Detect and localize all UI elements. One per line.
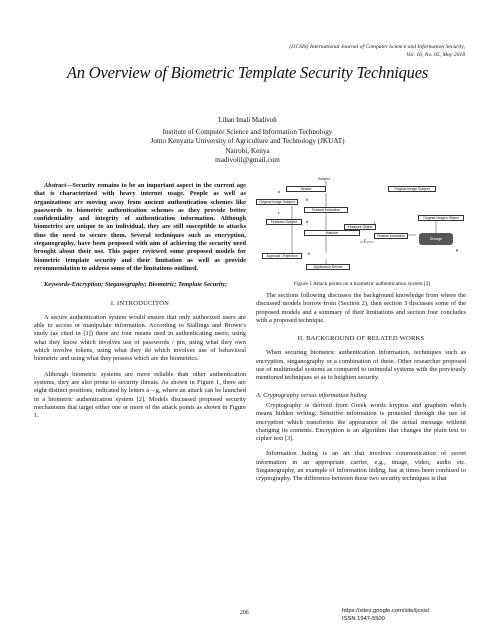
crypto-paragraph-2: Information hiding is an art that involves communication of secret information in an appropriate carrier, e.g., image, video, audio etc. Steganography, an example of information hiding, has at times been confused to cryptography. The difference between these two security techniques is that	[256, 450, 466, 483]
keywords: Keywords-Encryption; Steganography; Biometric; Template Security;	[44, 281, 228, 289]
attack-point-g: g	[456, 247, 459, 252]
journal-header	[165, 44, 465, 59]
crypto-paragraph-1: Cryptography is derived from Greek words kryptos and graphein which means hidden writing. Sensitive information is protected through the use of encryption which transforms the appearance of the actual message without changing its contents. Encryption is an algorithm that changes the plain text to cipher text [3].	[256, 401, 466, 443]
crypto-subheading: A. Cryptography versus information hiding	[256, 391, 367, 399]
figure-application-device-box: Application Device	[306, 264, 350, 270]
figure-matcher-box: Matcher	[304, 230, 360, 236]
figure-subject-label: Subject	[318, 177, 330, 181]
intro-heading: I. INTRODUCITON	[110, 299, 170, 307]
author-location: Nairobi, Kenya	[225, 146, 270, 155]
author-block	[0, 116, 495, 165]
affiliation-2: Jomo Kenyatta University of Agriculture and Technology (JKUAT)	[150, 137, 345, 146]
figure-original-image-subject-box: Original Image Subject	[256, 199, 298, 205]
abstract-lead: Abstract	[44, 182, 67, 189]
attack-point-d: d	[306, 219, 309, 224]
affiliation-1: Institute of Computer Science and Information Technology	[162, 128, 333, 137]
attack-point-h: h	[308, 251, 311, 256]
abstract	[34, 182, 246, 273]
background-paragraph: When securing biometric authentication information, techniques such as encryption, steganography or a combination of these. Other researcher proposed use of multimodal systems as compared to unimodal systems with the previously mentioned techniques so as to heighten security.	[256, 349, 466, 382]
figure-features-subject-box: Features Subject	[266, 219, 302, 225]
intro-paragraph-1: A secure authentication system would ensure that only authorized users are able to access or manipulate information. According to Stallings and Brown’s study (as cited in [1]) there are four means used in authenticating users; using what they know which involves use of passwords / pin, using what they own which involve tokens, using what they do which involves use of behavioral biometric and using what they possess which are the biometrics.	[34, 313, 246, 363]
intro-paragraph-2: Although biometric systems are more reliable than other authentication systems, they are also prone to security threats. As shown in Figure 1, there are eight distinct positions, indicated by letters a – g, where an attack can be launched in a biometric authentication system [2]. Models discussed proposed security mechanisms that target either one or more of the attack points as shown in Figure 1.	[34, 370, 246, 420]
attack-point-f: f	[374, 220, 376, 225]
sections-overview-paragraph: The sections following discusses the background knowledge from where the discussed models borrow from (Section 2), then section 3 discusses some of the proposed models and a summary of their limitations and section four concludes with a proposed technique.	[256, 292, 466, 324]
author-email: madivolil@gmail.com	[215, 155, 280, 164]
journal-url[interactable]: https://sites.google.com/site/ijcsis/	[342, 608, 430, 614]
background-heading: II. BACKGROUND OF RELATED WORKS	[297, 335, 425, 343]
figure-sensor-box: Sensor	[286, 186, 326, 192]
abstract-text: —Security remains to be an important aspect in the current age that is characterized with heavy internet usage. People as well as organizations are moving away from ancient authentication schemes like passwords to biometric authentication schemes as they provide better confidentiality and integrity of authentication information. Although biometrics are unique to an individual, they are still susceptible to attacks thus the need to secure them. Several techniques such as encryption, steganography, have been proposed with aim of achieving the security need brought about their use. This paper reviewed some proposed models for biometric template security and their limitation as well as provide recommendation to address some of the limitations outlined.	[34, 182, 246, 272]
left-column	[34, 182, 246, 420]
figure-feature-extraction-box: Feature extraction	[304, 207, 348, 213]
attack-point-c: c	[278, 210, 281, 215]
paper-title: An Overview of Biometric Template Security Techniques	[66, 63, 429, 82]
journal-line-1: (IJCSIS) International Journal of Computer Science and Information Security,	[289, 44, 465, 50]
figure-storage: Storage	[419, 233, 453, 245]
figure-attack-points	[256, 177, 468, 277]
figure-caption: Figure 1 Attack points on a biometric authentication system [2]	[293, 281, 431, 287]
journal-issn: ISSN 1947-5500	[342, 615, 385, 622]
footer-info	[342, 608, 429, 623]
page-number: 206	[240, 610, 249, 616]
attack-point-a: a	[278, 189, 281, 194]
figure-features-object-box: Features Object	[344, 224, 376, 230]
right-column	[256, 292, 466, 484]
journal-line-2: Vol. 16, No. 05, May 2018	[406, 51, 465, 58]
attack-point-b: b	[306, 197, 309, 202]
figure-approval-box: Approval / Rejection	[262, 253, 302, 259]
figure-original-images-object-box: Original Images Object	[418, 215, 464, 221]
author-name: Lilian Imali Madivoli	[218, 116, 277, 124]
figure-original-subject-box: Original Image Subject	[388, 186, 436, 192]
figure-feature-extraction-2-box: Feature extraction	[374, 233, 408, 239]
attack-point-e: e	[364, 237, 367, 242]
